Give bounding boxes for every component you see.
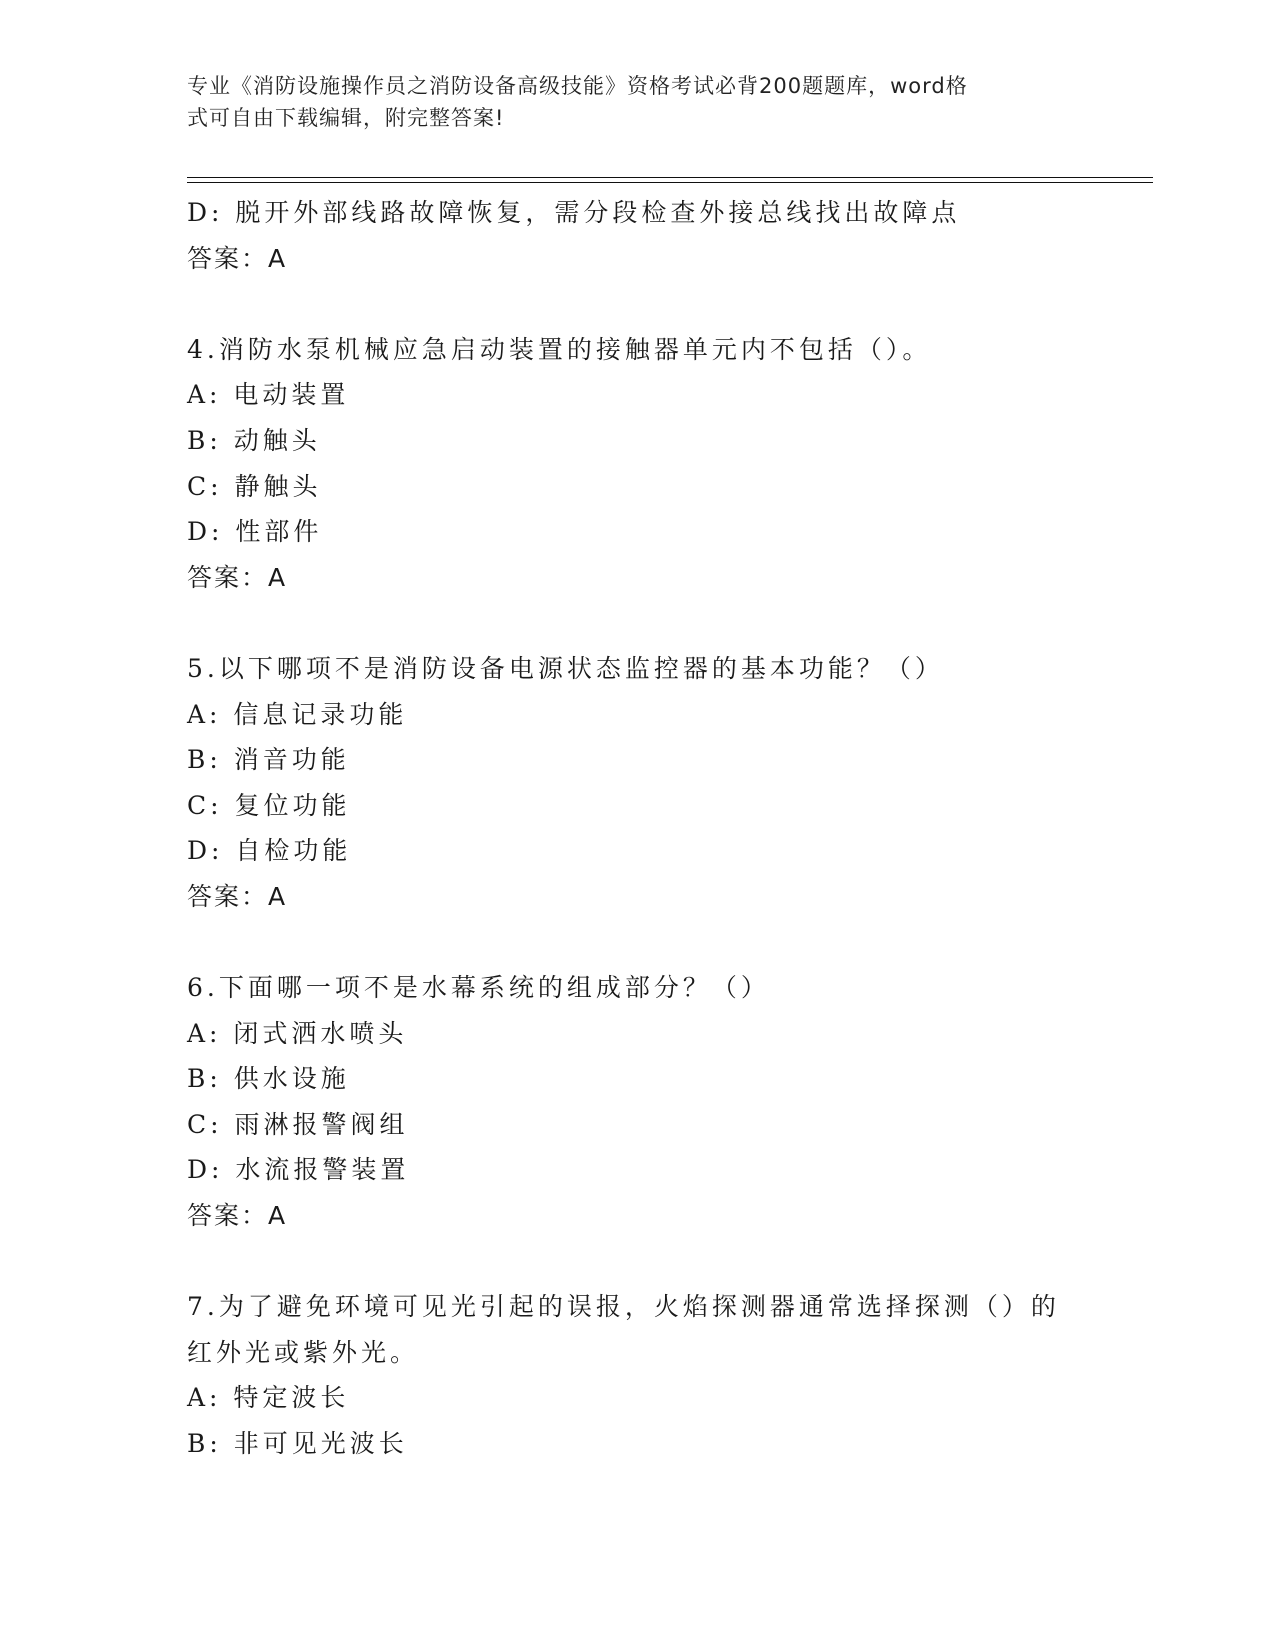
spacer <box>187 920 1087 966</box>
header-divider-top <box>187 177 1153 178</box>
question-text: 6.下面哪一项不是水幕系统的组成部分？（） <box>187 973 770 1003</box>
option-b: B: 供水设施 <box>187 1064 350 1094</box>
question-4 <box>187 327 1087 601</box>
spacer <box>187 281 1087 327</box>
option-b: B: 动触头 <box>187 425 321 455</box>
header-line-2: 式可自由下载编辑，附完整答案! <box>187 106 505 130</box>
question-7 <box>187 1284 1087 1466</box>
option-a: A: 特定波长 <box>187 1383 350 1413</box>
question-text: 5.以下哪项不是消防设备电源状态监控器的基本功能？（） <box>187 653 944 683</box>
option-a: A: 信息记录功能 <box>187 699 408 729</box>
option-b: B: 消音功能 <box>187 745 350 775</box>
option-c: C: 静触头 <box>187 471 322 501</box>
answer-line: 答案：A <box>187 1201 288 1231</box>
answer-line: 答案：A <box>187 243 288 273</box>
question-text-line-2: 红外光或紫外光。 <box>187 1337 420 1367</box>
option-c: C: 雨淋报警阀组 <box>187 1109 409 1139</box>
answer-line: 答案：A <box>187 881 288 911</box>
option-d: D: 水流报警装置 <box>187 1155 410 1185</box>
answer-line: 答案：A <box>187 562 288 592</box>
header-divider-bottom <box>187 182 1153 183</box>
question-text-line-1: 7.为了避免环境可见光引起的误报，火焰探测器通常选择探测（）的 <box>187 1292 1060 1322</box>
option-a: A: 电动装置 <box>187 380 350 410</box>
question-text: 4.消防水泵机械应急启动装置的接触器单元内不包括（）。 <box>187 334 932 364</box>
spacer <box>187 1239 1087 1285</box>
header-line-1: 专业《消防设施操作员之消防设备高级技能》资格考试必背200题题库，word格 <box>187 74 968 98</box>
question-5 <box>187 646 1087 920</box>
document-header <box>187 70 1067 134</box>
spacer <box>187 600 1087 646</box>
option-d: D: 脱开外部线路故障恢复，需分段检查外接总线找出故障点 <box>187 198 961 227</box>
option-c: C: 复位功能 <box>187 790 351 820</box>
option-a: A: 闭式洒水喷头 <box>187 1018 408 1048</box>
option-d: D: 性部件 <box>187 517 323 547</box>
question-6 <box>187 965 1087 1239</box>
option-b: B: 非可见光波长 <box>187 1429 408 1459</box>
option-d: D: 自检功能 <box>187 836 352 866</box>
question-list <box>187 190 1087 1467</box>
